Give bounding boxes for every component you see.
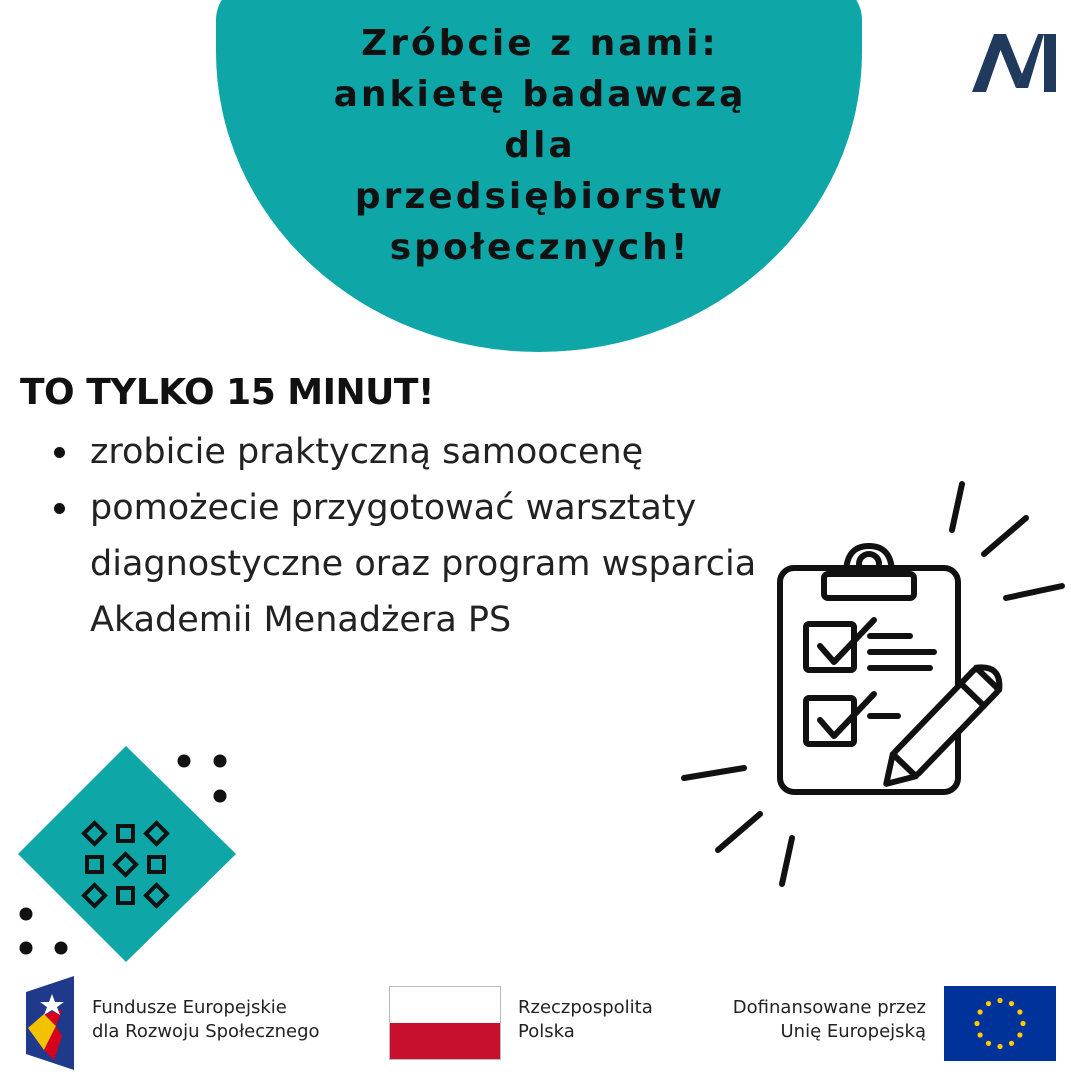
headline-line-3: dla	[504, 125, 576, 166]
list-item-text: pomożecie przygotować warsztaty diagnostyczne oraz program wsparcia Akademii Menadżera PS	[90, 488, 757, 640]
lead-heading: TO TYLKO 15 MINUT!	[20, 372, 434, 413]
eu-label	[700, 996, 926, 1044]
headline-line-1: Zróbcie z nami:	[361, 23, 719, 64]
eu-line-2: Unię Europejską	[780, 1021, 926, 1042]
flag-red-band	[390, 1023, 500, 1059]
page-title	[230, 18, 850, 273]
pl-line-1: Rzeczpospolita	[518, 997, 653, 1018]
headline-line-4: przedsiębiorstw	[354, 176, 726, 217]
decorative-pattern-icon	[0, 740, 250, 970]
fe-line-1: Fundusze Europejskie	[92, 997, 287, 1018]
list-item	[90, 424, 790, 480]
eu-line-1: Dofinansowane przez	[732, 997, 926, 1018]
bullet-icon	[54, 503, 65, 514]
flag-white-band	[390, 987, 500, 1023]
eu-flag-icon	[944, 986, 1056, 1061]
fundusze-europejskie-logo-icon	[26, 970, 76, 1070]
headline-line-2: ankietę badawczą	[333, 74, 747, 115]
bullet-icon	[54, 447, 65, 458]
pl-line-2: Polska	[518, 1021, 575, 1042]
pl-label	[518, 996, 653, 1044]
list-item-text: zrobicie praktyczną samoocenę	[90, 432, 644, 472]
funding-footer	[0, 960, 1080, 1080]
fe-label	[92, 996, 320, 1044]
headline-line-5: społecznych!	[389, 227, 691, 268]
poland-flag-icon	[389, 986, 501, 1060]
fe-line-2: dla Rozwoju Społecznego	[92, 1021, 320, 1042]
am-logo-icon	[972, 30, 1058, 94]
clipboard-checklist-icon	[676, 476, 1076, 896]
